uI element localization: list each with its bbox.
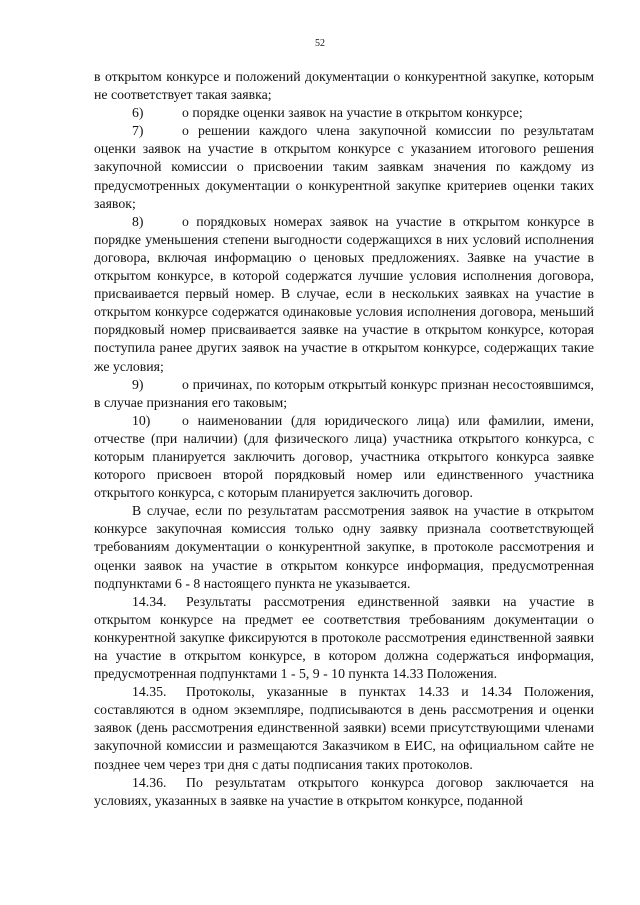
clause-text: Результаты рассмотрения единственной заявки на участие в открытом конкурсе на предмет ее соответствия требованиям документации о конкурентной закупке фиксируются в протоколе рассмотрения единственной заявки на участие в открытом конкурсе, в котором должна содержаться информация, предусмотренная подпунктами 1 - 5, 9 - 10 пункта 14.33 Положения. [94, 593, 594, 682]
clause-14-35 [94, 683, 594, 773]
list-item-text: о наименовании (для юридического лица) или фамилии, имени, отчестве (при наличии) (для физического лица) участника открытого конкурса, с которым планируется заключить договор, участника открытого конкурса заявке которого присвоен второй порядковый номер или единственного участника открытого конкурса, с которым планируется заключить договор. [94, 412, 594, 501]
list-item-number: 10) [132, 412, 151, 428]
clause-14-34 [94, 593, 594, 683]
list-item-10 [94, 412, 594, 502]
clause-number: 14.35. [132, 684, 167, 700]
list-item-text: о решении каждого члена закупочной комиссии по результатам оценки заявок на участие в открытом конкурсе с указанием итогового решения закупочной комиссии о присвоении таким заявкам значения по каждому из предусмотренных документации о конкурентной закупке критериев оценки таких заявок; [94, 123, 594, 211]
clause-text: Протоколы, указанные в пунктах 14.33 и 14.34 Положения, составляются в одном экземпляре, подписываются в день рассмотрения и оценки заявок (день рассмотрения единственной заявки) всеми присутствующими членами закупочной комиссии и размещаются Заказчиком в ЕИС, на официальном сайте не позднее чем через три дня с даты подписания таких протоколов. [94, 684, 594, 772]
list-item-number: 7) [132, 123, 144, 139]
clause-14-36 [94, 774, 594, 810]
clause-number: 14.36. [132, 774, 167, 790]
document-body [94, 68, 594, 810]
list-item-number: 9) [132, 376, 144, 392]
paragraph-text: в открытом конкурсе и положений документации о конкурентной закупке, которым не соответствует такая заявка; [94, 69, 594, 103]
list-item-text: о порядке оценки заявок на участие в открытом конкурсе; [182, 105, 523, 121]
list-item-text: о порядковых номерах заявок на участие в открытом конкурсе в порядке уменьшения степени выгодности содержащихся в них условий исполнения договора, включая информацию о ценовых предложениях. Заявке на участие в открытом конкурсе, в которой содержатся лучшие условия исполнения договора, присваивается первый номер. В случае, если в нескольких заявках на участие в открытом конкурсе содержатся одинаковые условия исполнения договора, меньший порядковый номер присваивается заявке на участие в открытом конкурсе, которая поступила ранее других заявок на участие в открытом конкурсе, содержащих такие же условия; [94, 213, 594, 374]
page-number: 52 [315, 38, 325, 49]
clause-text: По результатам открытого конкурса договор заключается на условиях, указанных в заявке на участие в открытом конкурсе, поданной [94, 774, 594, 808]
list-item-9 [94, 376, 594, 412]
list-item-7 [94, 122, 594, 212]
paragraph-case [94, 502, 594, 592]
paragraph-continuation [94, 68, 594, 104]
paragraph-text: В случае, если по результатам рассмотрения заявок на участие в открытом конкурсе закупочная комиссия только одну заявку признала соответствующей требованиям документации о конкурентной закупке, в протоколе рассмотрения и оценки заявок на участие в открытом конкурсе информация, предусмотренная подпунктами 6 - 8 настоящего пункта не указывается. [94, 503, 594, 591]
list-item-6 [94, 104, 594, 122]
list-item-text: о причинах, по которым открытый конкурс признан несостоявшимся, в случае признания его таковым; [94, 376, 594, 410]
list-item-8 [94, 213, 594, 376]
list-item-number: 8) [132, 213, 144, 229]
clause-number: 14.34. [132, 593, 167, 609]
list-item-number: 6) [132, 105, 144, 121]
